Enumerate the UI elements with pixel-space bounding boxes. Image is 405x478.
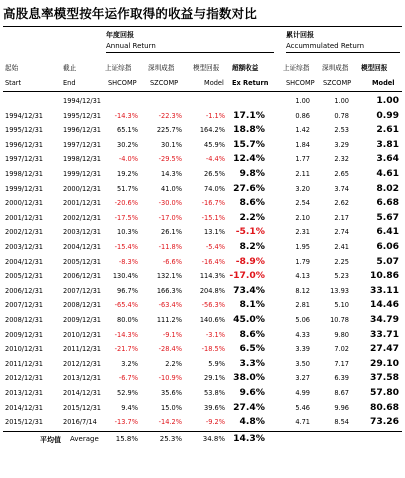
table-row [0,358,405,372]
start-date-cell: 2009/12/31 [5,330,44,339]
model-return-cell: -16.7% [201,199,225,208]
start-date-cell: 2012/12/31 [5,374,44,383]
header-start-cn: 起始 [5,64,19,72]
table-row [0,343,405,357]
szcomp-return-cell: 132.1% [156,272,182,281]
acc-szcomp-cell: 5.23 [334,272,349,281]
start-date-cell: 2010/12/31 [5,345,44,354]
start-date-cell: 1998/12/31 [5,170,44,178]
start-date-cell: 1999/12/31 [5,184,44,193]
model-return-cell: -18.5% [201,345,225,354]
szcomp-return-cell: 111.2% [156,316,182,324]
acc-model-cell: 0.99 [376,109,399,121]
szcomp-return-cell: -22.3% [158,111,182,120]
header-acc-model-en: Model [372,79,395,87]
model-return-cell: 13.1% [204,228,225,237]
table-row [0,387,405,401]
acc-model-cell: 3.64 [376,153,399,165]
end-date-cell: 2010/12/31 [63,330,102,339]
acc-shcomp-cell: 2.10 [295,213,310,222]
szcomp-return-cell: -63.4% [158,301,182,310]
ex-return-cell: 8.1% [239,299,265,311]
szcomp-return-cell: -11.8% [158,243,182,251]
acc-szcomp-cell: 3.29 [334,140,349,149]
start-date-cell: 2014/12/31 [5,403,44,412]
model-return-cell: 74.0% [204,184,225,193]
end-date-cell: 2009/12/31 [63,316,102,324]
shcomp-return-cell: -14.3% [114,330,138,339]
ex-return-cell: 8.2% [239,241,265,252]
shcomp-return-cell: -65.4% [114,301,138,310]
end-date-cell: 2006/12/31 [63,272,102,281]
ex-return-cell: 73.4% [233,284,265,296]
end-date-cell: 2005/12/31 [63,257,102,266]
shcomp-return-cell: 80.0% [117,316,138,324]
acc-model-cell: 29.10 [369,357,399,369]
acc-model-cell: 5.67 [376,211,399,223]
average-ex-return: 14.3% [233,433,265,444]
table-row [0,372,405,386]
acc-shcomp-cell: 4.33 [295,330,310,339]
szcomp-return-cell: 41.0% [161,184,182,193]
ex-return-cell: 17.1% [233,109,265,121]
table-row [0,110,405,124]
header-rule [3,91,402,92]
average-shcomp: 15.8% [115,435,138,443]
acc-shcomp-cell: 4.71 [295,418,310,427]
acc-shcomp-cell: 1.84 [295,140,310,149]
acc-model-cell: 4.61 [376,168,399,179]
table-row [0,256,405,270]
szcomp-return-cell: -29.5% [158,155,182,164]
acc-model-cell: 27.47 [369,343,399,355]
end-date-cell: 1999/12/31 [63,170,102,178]
acc-szcomp-cell: 8.54 [334,418,349,427]
header-acc-szcomp-en: SZCOMP [323,79,352,87]
acc-shcomp-cell: 2.81 [295,301,310,310]
szcomp-return-cell: -10.9% [158,374,182,383]
shcomp-return-cell: 130.4% [112,272,138,281]
end-date-cell: 1996/12/31 [63,126,102,135]
shcomp-return-cell: 9.4% [121,403,138,412]
end-date-cell: 2014/12/31 [63,389,102,397]
shcomp-return-cell: 3.2% [121,359,138,368]
acc-model-cell: 34.79 [369,314,399,325]
acc-szcomp-cell: 6.39 [334,374,349,383]
end-date-cell: 2013/12/31 [63,374,102,383]
end-date-cell: 2007/12/31 [63,286,102,295]
acc-model-cell: 37.58 [369,372,399,384]
ex-return-cell: 2.2% [239,211,265,223]
model-return-cell: 53.8% [204,389,225,397]
end-date-cell: 2011/12/31 [63,345,102,354]
acc-shcomp-cell: 1.42 [295,126,310,135]
header-model-cn: 模型回报 [193,64,220,72]
szcomp-return-cell: -6.6% [162,257,182,266]
shcomp-return-cell: 52.9% [117,389,138,397]
table-row [0,226,405,240]
acc-shcomp-cell: 1.00 [295,97,310,105]
acc-szcomp-cell: 13.93 [330,286,349,295]
model-return-cell: -3.1% [205,330,225,339]
start-date-cell: 2004/12/31 [5,257,44,266]
acc-shcomp-cell: 5.46 [295,403,310,412]
model-return-cell: -16.4% [201,257,225,266]
szcomp-return-cell: 26.1% [161,228,182,237]
model-return-cell: -5.4% [205,243,225,251]
model-return-cell: 45.9% [204,140,225,149]
acc-model-cell: 57.80 [369,387,399,398]
acc-model-cell: 6.06 [376,241,399,252]
header-szcomp-cn: 深圳成指 [148,64,175,72]
shcomp-return-cell: -14.3% [114,111,138,120]
start-date-cell: 2002/12/31 [5,228,44,237]
table-row [0,241,405,255]
table-row [0,183,405,197]
model-return-cell: -1.1% [205,111,225,120]
title-rule [3,26,402,27]
end-date-cell: 2000/12/31 [63,184,102,193]
header-end-cn: 截止 [63,64,77,72]
model-return-cell: -15.1% [201,213,225,222]
ex-return-cell: 38.0% [233,372,265,384]
acc-szcomp-cell: 2.62 [334,199,349,208]
szcomp-return-cell: 225.7% [156,126,182,135]
header-start-en: Start [5,79,22,87]
acc-szcomp-cell: 3.74 [334,184,349,193]
start-date-cell: 1997/12/31 [5,155,44,164]
accum-return-heading-cn: 累计回报 [286,31,314,39]
average-label-cn: 平均值 [40,436,61,444]
header-end-en: End [63,79,76,87]
header-ex-en: Ex Return [232,79,269,87]
header-szcomp-en: SZCOMP [150,79,179,87]
end-date-cell: 1998/12/31 [63,155,102,164]
end-date-cell: 2001/12/31 [63,199,102,208]
shcomp-return-cell: -15.4% [114,243,138,251]
acc-model-cell: 3.81 [376,138,399,150]
acc-szcomp-cell: 2.32 [334,155,349,164]
start-date-cell: 1996/12/31 [5,140,44,149]
acc-shcomp-cell: 0.86 [295,111,310,120]
acc-szcomp-cell: 10.78 [330,316,349,324]
szcomp-return-cell: 14.3% [161,170,182,178]
average-rule [3,431,402,432]
header-acc-shcomp-en: SHCOMP [286,79,315,87]
shcomp-return-cell: -8.3% [118,257,138,266]
acc-szcomp-cell: 2.74 [334,228,349,237]
page-title: 高股息率模型按年运作取得的收益与指数对比 [3,6,258,21]
table-row [0,416,405,430]
start-date-cell: 2015/12/31 [5,418,44,427]
header-model-en: Model [204,79,224,87]
acc-model-cell: 33.71 [369,328,399,340]
table-row [0,124,405,138]
header-acc-shcomp-cn: 上证综指 [283,64,310,72]
shcomp-return-cell: -13.7% [114,418,138,427]
shcomp-return-cell: -17.5% [114,213,138,222]
shcomp-return-cell: 65.1% [117,126,138,135]
ex-return-cell: 27.4% [233,401,265,413]
end-date-cell: 1994/12/31 [63,97,102,105]
ex-return-cell: 9.6% [239,387,265,398]
model-return-cell: 204.8% [199,286,225,295]
end-date-cell: 2015/12/31 [63,403,102,412]
acc-szcomp-cell: 0.78 [334,111,349,120]
model-return-cell: 39.6% [204,403,225,412]
ex-return-cell: 9.8% [239,168,265,179]
acc-szcomp-cell: 7.02 [334,345,349,354]
acc-shcomp-cell: 4.99 [295,389,310,397]
start-date-cell: 2003/12/31 [5,243,44,251]
table-row [0,95,405,109]
model-return-cell: -9.2% [205,418,225,427]
end-date-cell: 2004/12/31 [63,243,102,251]
acc-model-cell: 14.46 [369,299,399,311]
model-return-cell: 164.2% [199,126,225,135]
szcomp-return-cell: -28.4% [158,345,182,354]
table-row [0,329,405,343]
shcomp-return-cell: 19.2% [117,170,138,178]
start-date-cell: 2007/12/31 [5,301,44,310]
acc-szcomp-cell: 2.17 [334,213,349,222]
start-date-cell: 2013/12/31 [5,389,44,397]
acc-shcomp-cell: 2.54 [295,199,310,208]
table-row [0,153,405,167]
table-row [0,299,405,313]
ex-return-cell: -8.9% [235,255,265,267]
header-acc-model-cn: 模型回报 [361,64,388,72]
acc-szcomp-cell: 9.96 [334,403,349,412]
ex-return-cell: -17.0% [229,270,265,282]
model-return-cell: 5.9% [208,359,225,368]
acc-shcomp-cell: 8.12 [295,286,310,295]
ex-return-cell: -5.1% [235,226,265,238]
annual-return-heading-en: Annual Return [106,42,156,50]
accum-return-heading-en: Accummulated Return [286,42,365,50]
table-row [0,314,405,328]
ex-return-cell: 4.8% [239,416,265,428]
shcomp-return-cell: -4.0% [118,155,138,164]
acc-shcomp-cell: 3.27 [295,374,310,383]
start-date-cell: 2008/12/31 [5,316,44,324]
ex-return-cell: 15.7% [233,138,265,150]
acc-szcomp-cell: 2.41 [334,243,349,251]
acc-model-cell: 1.00 [376,95,399,106]
start-date-cell: 2011/12/31 [5,359,44,368]
accum-return-rule [286,52,400,53]
shcomp-return-cell: 51.7% [117,184,138,193]
model-return-cell: -56.3% [201,301,225,310]
end-date-cell: 1995/12/31 [63,111,102,120]
szcomp-return-cell: 15.0% [161,403,182,412]
acc-szcomp-cell: 2.25 [334,257,349,266]
acc-szcomp-cell: 2.53 [334,126,349,135]
acc-szcomp-cell: 5.10 [334,301,349,310]
acc-model-cell: 33.11 [369,284,399,296]
start-date-cell: 2000/12/31 [5,199,44,208]
start-date-cell: 1995/12/31 [5,126,44,135]
model-return-cell: 140.6% [199,316,225,324]
end-date-cell: 2008/12/31 [63,301,102,310]
acc-szcomp-cell: 1.00 [334,97,349,105]
shcomp-return-cell: 10.3% [117,228,138,237]
table-row [0,285,405,299]
header-shcomp-en: SHCOMP [108,79,137,87]
start-date-cell: 1994/12/31 [5,111,44,120]
szcomp-return-cell: -30.0% [158,199,182,208]
average-label-en: Average [70,435,99,443]
acc-shcomp-cell: 1.95 [295,243,310,251]
end-date-cell: 2003/12/31 [63,228,102,237]
table-row [0,197,405,211]
szcomp-return-cell: 166.3% [156,286,182,295]
acc-shcomp-cell: 2.31 [295,228,310,237]
ex-return-cell: 8.6% [239,197,265,209]
acc-shcomp-cell: 4.13 [295,272,310,281]
acc-model-cell: 80.68 [369,401,399,413]
end-date-cell: 2016/7/14 [63,418,97,427]
acc-shcomp-cell: 3.20 [295,184,310,193]
shcomp-return-cell: 30.2% [117,140,138,149]
acc-shcomp-cell: 1.79 [295,257,310,266]
model-return-cell: 26.5% [204,170,225,178]
shcomp-return-cell: -20.6% [114,199,138,208]
acc-szcomp-cell: 7.17 [334,359,349,368]
ex-return-cell: 3.3% [239,357,265,369]
start-date-cell: 2006/12/31 [5,286,44,295]
header-ex-cn: 超额收益 [232,64,259,72]
szcomp-return-cell: -9.1% [162,330,182,339]
shcomp-return-cell: -21.7% [114,345,138,354]
average-model: 34.8% [202,435,225,443]
header-shcomp-cn: 上证综指 [105,64,132,72]
szcomp-return-cell: 2.2% [165,359,182,368]
ex-return-cell: 8.6% [239,328,265,340]
ex-return-cell: 6.5% [239,343,265,355]
ex-return-cell: 12.4% [233,153,265,165]
shcomp-return-cell: 96.7% [117,286,138,295]
szcomp-return-cell: 30.1% [161,140,182,149]
annual-return-rule [106,52,274,53]
table-row [0,270,405,284]
ex-return-cell: 27.6% [233,182,265,194]
acc-shcomp-cell: 5.06 [295,316,310,324]
end-date-cell: 1997/12/31 [63,140,102,149]
acc-model-cell: 73.26 [369,416,399,428]
table-row [0,168,405,182]
acc-model-cell: 2.61 [376,124,399,136]
start-date-cell: 2005/12/31 [5,272,44,281]
acc-shcomp-cell: 3.39 [295,345,310,354]
model-return-cell: -4.4% [205,155,225,164]
szcomp-return-cell: -17.0% [158,213,182,222]
acc-model-cell: 10.86 [369,270,399,282]
end-date-cell: 2012/12/31 [63,359,102,368]
model-return-cell: 114.3% [199,272,225,281]
acc-szcomp-cell: 8.67 [334,389,349,397]
average-szcomp: 25.3% [159,435,182,443]
table-row [0,402,405,416]
acc-model-cell: 6.41 [376,226,399,238]
start-date-cell: 2001/12/31 [5,213,44,222]
acc-szcomp-cell: 2.65 [334,170,349,178]
ex-return-cell: 45.0% [233,314,265,325]
acc-shcomp-cell: 2.11 [295,170,310,178]
szcomp-return-cell: -14.2% [158,418,182,427]
table-row [0,139,405,153]
end-date-cell: 2002/12/31 [63,213,102,222]
acc-shcomp-cell: 3.50 [295,359,310,368]
header-acc-szcomp-cn: 深圳成指 [322,64,349,72]
table-row [0,212,405,226]
acc-model-cell: 8.02 [376,182,399,194]
annual-return-heading-cn: 年度回报 [106,31,134,39]
acc-shcomp-cell: 1.77 [295,155,310,164]
acc-model-cell: 5.07 [376,255,399,267]
ex-return-cell: 18.8% [233,124,265,136]
szcomp-return-cell: 35.6% [161,389,182,397]
acc-szcomp-cell: 9.80 [334,330,349,339]
acc-model-cell: 6.68 [376,197,399,209]
shcomp-return-cell: -6.7% [118,374,138,383]
model-return-cell: 29.1% [204,374,225,383]
